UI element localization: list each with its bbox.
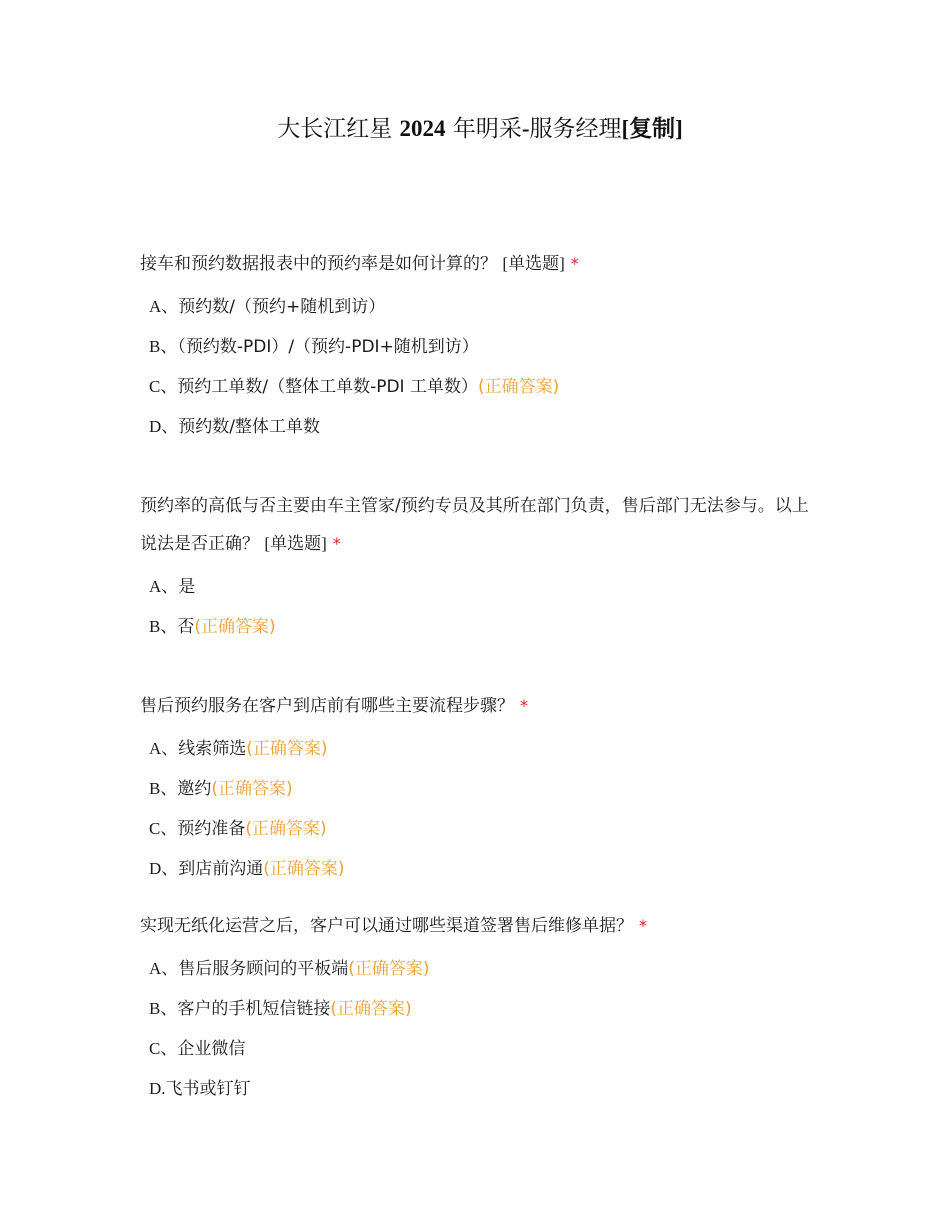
option-b[interactable]: [149, 327, 810, 367]
option-text: 客户的手机短信链接: [177, 999, 331, 1019]
option-prefix: D、: [149, 859, 179, 878]
option-prefix: B、: [149, 337, 178, 356]
option-prefix: A、: [149, 577, 179, 596]
option-text: 飞书或钉钉: [165, 1079, 251, 1099]
option-text: 预约工单数/（整体工单数-PDI 工单数）: [177, 377, 478, 397]
option-a[interactable]: [149, 729, 810, 769]
question-3: [140, 687, 810, 889]
option-text: 预约数/整体工单数: [178, 417, 321, 437]
correct-answer-mark: (正确答案): [194, 617, 276, 637]
correct-answer-mark: (正确答案): [477, 377, 560, 397]
option-text: 是: [178, 577, 196, 597]
option-prefix: D.: [149, 1079, 166, 1098]
option-text: 到店前沟通: [178, 859, 264, 879]
option-d[interactable]: [149, 849, 810, 889]
correct-answer-mark: (正确答案): [348, 959, 430, 979]
question-stem: 接车和预约数据报表中的预约率是如何计算的？: [140, 254, 497, 274]
question-type: [单选题]: [502, 254, 565, 273]
title-dash: -: [521, 116, 530, 141]
required-asterisk: *: [520, 696, 528, 715]
question-text: [140, 907, 810, 945]
correct-answer-mark: (正确答案): [245, 819, 327, 839]
option-d[interactable]: [149, 1069, 810, 1109]
option-prefix: D、: [149, 417, 179, 436]
option-a[interactable]: [149, 949, 810, 989]
question-stem: 预约率的高低与否主要由车主管家/预约专员及其所在部门负责，售后部门无法参与。以上说法是否正确？: [140, 496, 809, 554]
option-prefix: B、: [149, 779, 178, 798]
option-c[interactable]: [149, 367, 810, 407]
option-prefix: A、: [149, 959, 179, 978]
question-2: [140, 487, 810, 647]
required-asterisk: *: [639, 916, 647, 935]
option-prefix: C、: [149, 377, 178, 396]
question-4: [140, 907, 810, 1109]
option-prefix: B、: [149, 999, 178, 1018]
question-type: [单选题]: [264, 534, 327, 553]
title-part: 大长江红星: [277, 116, 393, 142]
option-b[interactable]: [149, 607, 810, 647]
title-bracket: [复制]: [621, 116, 683, 141]
option-text: 售后服务顾问的平板端: [178, 959, 349, 979]
option-list: [140, 287, 810, 447]
option-text: 线索筛选: [178, 739, 247, 759]
option-prefix: B、: [149, 617, 178, 636]
option-text: 否: [177, 617, 195, 637]
option-b[interactable]: [149, 769, 810, 809]
correct-answer-mark: (正确答案): [211, 779, 293, 799]
option-prefix: A、: [149, 297, 179, 316]
option-prefix: A、: [149, 739, 179, 758]
question-stem: 售后预约服务在客户到店前有哪些主要流程步骤？: [140, 696, 514, 716]
option-list: [140, 729, 810, 889]
question-text: [140, 487, 810, 563]
title-part: 年明采: [452, 116, 522, 142]
option-list: [140, 949, 810, 1109]
document-title: [0, 110, 950, 143]
correct-answer-mark: (正确答案): [330, 999, 412, 1019]
option-c[interactable]: [149, 809, 810, 849]
option-a[interactable]: [149, 567, 810, 607]
required-asterisk: *: [332, 534, 341, 553]
question-text: [140, 687, 810, 725]
correct-answer-mark: (正确答案): [246, 739, 328, 759]
option-c[interactable]: [149, 1029, 810, 1069]
option-text: 预约数/（预约+随机到访）: [178, 297, 386, 317]
option-list: [140, 567, 810, 647]
question-1: [140, 245, 810, 447]
title-year: 2024: [399, 116, 446, 141]
question-stem: 实现无纸化运营之后，客户可以通过哪些渠道签署售后维修单据？: [140, 916, 633, 936]
option-a[interactable]: [149, 287, 810, 327]
option-prefix: C、: [149, 1039, 178, 1058]
option-b[interactable]: [149, 989, 810, 1029]
option-d[interactable]: [149, 407, 810, 447]
option-text: （预约数-PDI）/（预约-PDI+随机到访）: [177, 337, 479, 357]
title-part: 服务经理: [529, 116, 622, 142]
option-text: 邀约: [177, 779, 212, 799]
required-asterisk: *: [570, 254, 579, 273]
question-text: [140, 245, 810, 283]
correct-answer-mark: (正确答案): [263, 859, 345, 879]
option-text: 预约准备: [177, 819, 246, 839]
option-prefix: C、: [149, 819, 178, 838]
option-text: 企业微信: [177, 1039, 246, 1059]
